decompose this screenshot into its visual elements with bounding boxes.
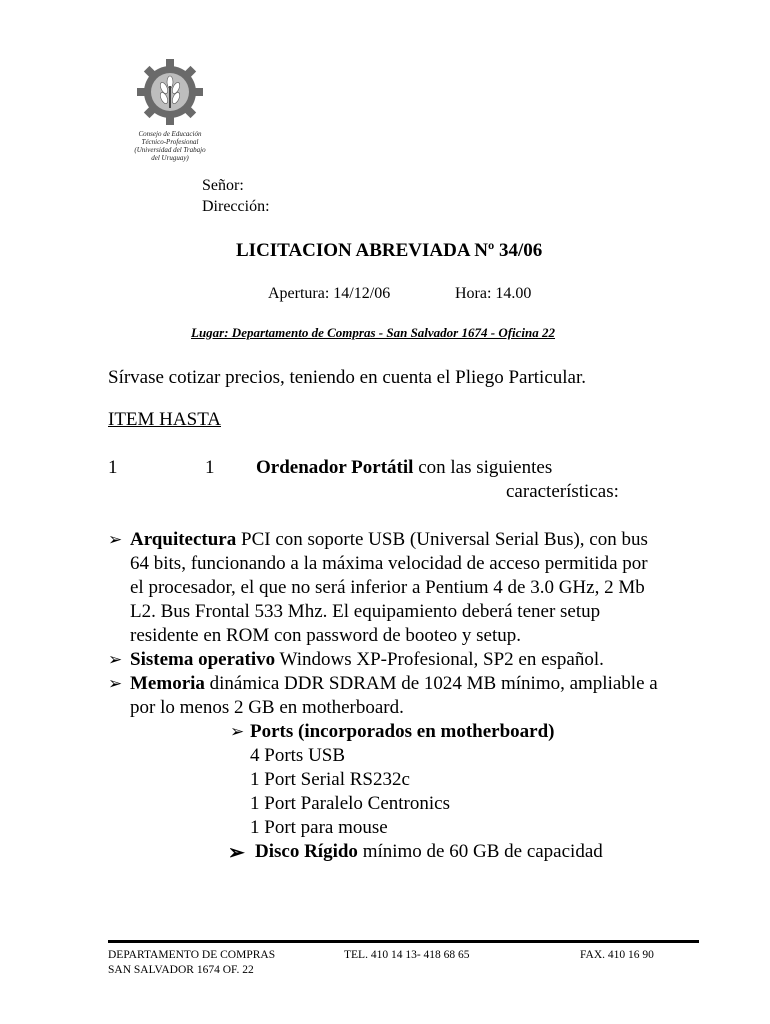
spec-text: PCI con soporte USB (Universal Serial Bus), con bus [236, 529, 648, 550]
spec-sistema-operativo [130, 648, 604, 672]
spec-memoria [130, 672, 658, 720]
port-item: 1 Port para mouse [250, 817, 388, 838]
footer-divider [108, 940, 699, 943]
bullet-arrow-icon: ➢ [108, 674, 123, 693]
item-desc-continued: características: [506, 481, 619, 502]
spec-label: Disco Rígido [255, 841, 358, 862]
item-description [256, 457, 552, 479]
footer-address: SAN SALVADOR 1674 OF. 22 [108, 964, 254, 976]
item-name: Ordenador Portátil [256, 457, 414, 478]
item-desc-text: con las siguientes [413, 457, 553, 478]
institution-logo [130, 58, 210, 170]
spec-label: Memoria [130, 673, 205, 694]
spec-disco-rigido [255, 840, 603, 864]
logo-text-line: Técnico-Profesional [141, 138, 199, 146]
spec-text: Windows XP-Profesional, SP2 en español. [275, 649, 604, 670]
port-item: 4 Ports USB [250, 745, 346, 766]
bullet-arrow-icon: ➢ [230, 722, 245, 741]
spec-label: Arquitectura [130, 529, 237, 550]
intro-text: Sírvase cotizar precios, teniendo en cuenta el Pliego Particular. [108, 367, 586, 388]
opening-date: Apertura: 14/12/06 [268, 285, 391, 302]
gear-wheat-emblem-icon [136, 58, 204, 126]
spec-arquitectura [130, 528, 710, 648]
spec-text: 64 bits, funcionando a la máxima velocidad de acceso permitida por [130, 553, 648, 574]
address-label: Dirección: [202, 198, 270, 215]
item-quantity: 1 [205, 457, 215, 478]
footer-department: DEPARTAMENTO DE COMPRAS [108, 949, 276, 961]
salutation: Señor: [202, 177, 244, 194]
item-number: 1 [108, 457, 118, 478]
bullet-arrow-icon: ➢ [228, 842, 245, 864]
spec-text: mínimo de 60 GB de capacidad [357, 841, 603, 862]
spec-text: dinámica DDR SDRAM de 1024 MB mínimo, ampliable a [204, 673, 658, 694]
logo-text-line: (Universidad del Trabajo [134, 146, 206, 154]
document-title: LICITACION ABREVIADA Nº 34/06 [236, 240, 543, 261]
spec-text: el procesador, el que no será inferior a Pentium 4 de 3.0 GHz, 2 Mb [130, 577, 645, 598]
location: Lugar: Departamento de Compras - San Salvador 1674 - Oficina 22 [191, 325, 556, 340]
bullet-arrow-icon: ➢ [108, 530, 123, 549]
footer-phone: TEL. 410 14 13- 418 68 65 [344, 949, 470, 961]
spec-text: por lo menos 2 GB en motherboard. [130, 697, 404, 718]
spec-label: Ports (incorporados en motherboard) [250, 721, 555, 742]
port-item: 1 Port Serial RS232c [250, 769, 410, 790]
logo-text-line: del Uruguay) [151, 154, 189, 162]
spec-text: L2. Bus Frontal 533 Mhz. El equipamiento deberá tener setup [130, 601, 601, 622]
bullet-arrow-icon: ➢ [108, 650, 123, 669]
port-item: 1 Port Paralelo Centronics [250, 793, 450, 814]
spec-ports [250, 720, 555, 840]
opening-time: Hora: 14.00 [455, 285, 532, 302]
items-header: ITEM HASTA [108, 409, 221, 430]
footer-fax: FAX. 410 16 90 [580, 949, 654, 961]
spec-label: Sistema operativo [130, 649, 276, 670]
spec-text: residente en ROM con password de booteo y setup. [130, 625, 522, 646]
logo-text-line: Consejo de Educación [138, 130, 202, 138]
